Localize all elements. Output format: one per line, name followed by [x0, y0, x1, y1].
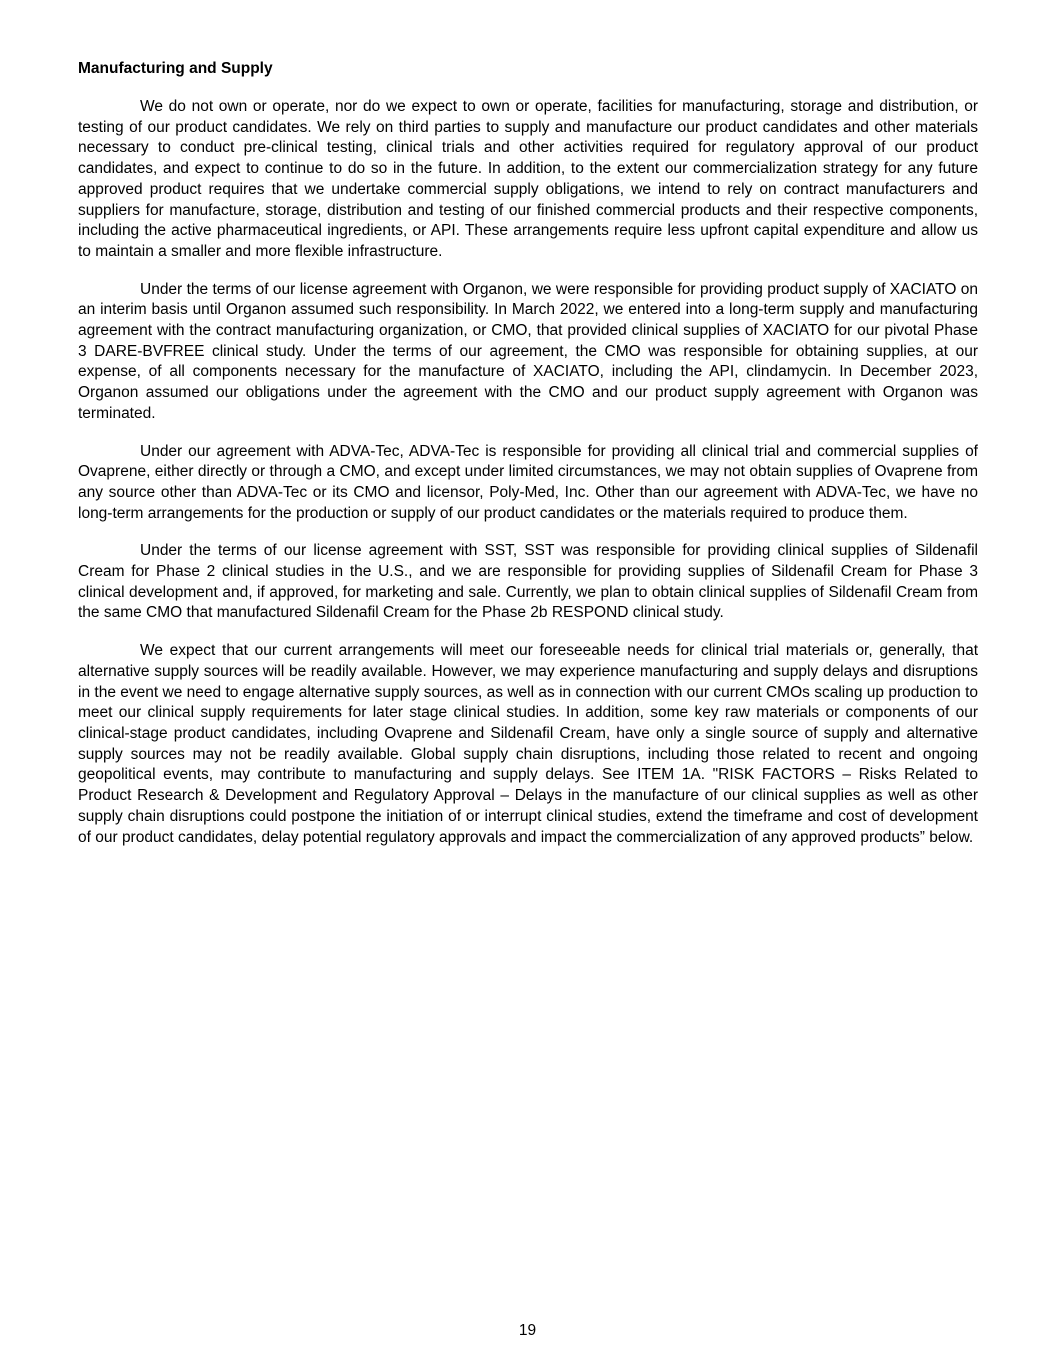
paragraph: We do not own or operate, nor do we expect to own or operate, facilities for manufacturing, storage and distribution, or testing of our product candidates. We rely on third parties to supply and manufacture our product candidates and other materials necessary to conduct pre-clinical testing, clinical trials and other activities required for regulatory approval of our product candidates, and expect to continue to do so in the future. In addition, to the extent our commercialization strategy for any future approved product requires that we undertake commercial supply obligations, we intend to rely on contract manufacturers and suppliers for manufacture, storage, distribution and testing of our finished commercial products and their respective components, including the active pharmaceutical ingredients, or API. These arrangements require less upfront capital expenditure and allow us to maintain a smaller and more flexible infrastructure.	[78, 98, 978, 260]
document-body	[78, 59, 978, 865]
paragraph: Under our agreement with ADVA-Tec, ADVA-Tec is responsible for providing all clinical trial and commercial supplies of Ovaprene, either directly or through a CMO, and except under limited circumstances, we may not obtain supplies of Ovaprene from any source other than ADVA-Tec or its CMO and licensor, Poly-Med, Inc. Other than our agreement with ADVA-Tec, we have no long-term arrangements for the production or supply of our product candidates or the materials required to produce them.	[78, 442, 978, 522]
paragraph: Under the terms of our license agreement with SST, SST was responsible for providing clinical supplies of Sildenafil Cream for Phase 2 clinical studies in the U.S., and we are responsible for providing supplies of Sildenafil Cream for Phase 3 clinical development and, if approved, for marketing and sale. Currently, we plan to obtain clinical supplies of Sildenafil Cream from the same CMO that manufactured Sildenafil Cream for the Phase 2b RESPOND clinical study.	[78, 542, 978, 622]
section-heading: Manufacturing and Supply	[78, 60, 273, 77]
paragraph: We expect that our current arrangements will meet our foreseeable needs for clinical trial materials or, generally, that alternative supply sources will be readily available. However, we may experience manufacturing and supply delays and disruptions in the event we need to engage alternative supply sources, as well as in connection with our current CMOs scaling up production to meet our clinical supply requirements for later stage clinical studies. In addition, some key raw materials or components of our clinical-stage product candidates, including Ovaprene and Sildenafil Cream, have only a single source of supply and alternative supply sources may not be readily available. Global supply chain disruptions, including those related to recent and ongoing geopolitical events, may contribute to manufacturing and supply delays. See ITEM 1A. "RISK FACTORS – Risks Related to Product Research & Development and Regulatory Approval – Delays in the manufacture of our clinical supplies as well as other supply chain disruptions could postpone the initiation of or interrupt clinical studies, extend the timeframe and cost of development of our product candidates, delay potential regulatory approvals and impact the commercialization of any approved products” below.	[78, 642, 978, 846]
paragraph: Under the terms of our license agreement with Organon, we were responsible for providing product supply of XACIATO on an interim basis until Organon assumed such responsibility. In March 2022, we entered into a long-term supply and manufacturing agreement with the contract manufacturing organization, or CMO, that provided clinical supplies of XACIATO for our pivotal Phase 3 DARE-BVFREE clinical study. Under the terms of our agreement, the CMO was responsible for obtaining supplies, at our expense, of all components necessary for the manufacture of XACIATO, including the API, clindamycin. In December 2023, Organon assumed our obligations under the agreement with the CMO and our product supply agreement with Organon was terminated.	[78, 280, 978, 422]
page-number: 19	[518, 1322, 537, 1339]
